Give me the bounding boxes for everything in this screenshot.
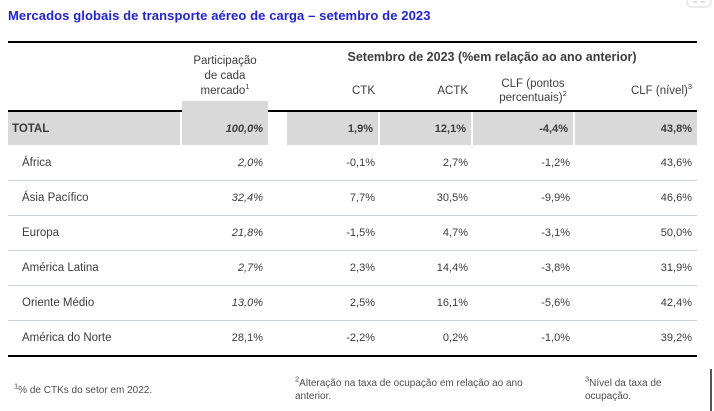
spacer-cell [268,112,287,145]
ctk-value: 7,7% [349,192,375,204]
ctk-value: -0,1% [346,156,375,169]
table-row [8,180,697,215]
column-header-participation: Participação de cada mercado$^1$ [193,55,257,97]
actk-value: 4,7% [442,227,468,239]
table-bottom-border [8,355,697,357]
region-label: TOTAL [8,112,182,145]
spacer-cell [268,216,287,250]
participation-value: 13,0% [231,297,263,309]
participation-value: 28,1% [231,332,263,344]
column-header-ctk: CTK [352,85,375,98]
footnote-marker: 3 [687,82,692,92]
participation-value: 2,0% [237,156,263,169]
pill-glyph [701,1,705,3]
spacer-cell [268,181,287,215]
clf-pp-value: -5,6% [541,297,570,309]
region-label: África [22,156,52,169]
region-label: Europa [22,227,60,239]
clf-level-value: 39,2% [660,332,692,344]
table-body [8,145,697,355]
actk-value: 16,1% [436,297,468,309]
clf-level-value: 46,6% [660,192,692,204]
region-label: América Latina [22,262,99,274]
actk-value: 12,1% [380,112,473,145]
clf-pp-value: -9,9% [541,192,570,204]
ctk-value: -2,2% [346,332,375,344]
footnote-2: $^2$Alteração na taxa de ocupação em relação ao ano anterior. [295,374,523,402]
table-row [8,215,697,250]
participation-value: 21,8% [231,227,263,239]
ctk-value: 2,3% [349,262,375,274]
ctk-value: 1,9% [287,112,380,145]
footnote-marker: 2 [295,374,300,384]
column-header-actk: ACTK [437,85,468,98]
header-underline [8,110,697,112]
column-group-header-period: Setembro de 2023 (%em relação ao ano anterior) [347,50,637,64]
spacer-cell [268,321,287,355]
clf-pp-value: -3,8% [541,262,570,274]
actk-value: 0,2% [442,332,468,344]
clf-pp-value: -1,2% [541,156,570,169]
clf-level-value: 50,0% [660,227,692,239]
table-row [8,320,697,355]
table-row [8,250,697,285]
actk-value: 30,5% [436,192,468,204]
clf-level-value: 43,6% [660,156,692,169]
page-title: Mercados globais de transporte aéreo de carga – setembro de 2023 [8,8,431,23]
participation-value: 32,4% [231,192,263,204]
pill-glyph [693,1,697,3]
table-row-total [8,112,697,145]
clf-pp-value: -4,4% [473,112,575,145]
clf-level-value: 31,9% [660,262,692,274]
table-row [8,285,697,320]
column-header-clf-pp: CLF (pontos percentuais)$^2$ [499,77,567,105]
participation-value: 100,0% [182,112,268,145]
actk-value: 14,4% [436,262,468,274]
footnote-3: $^3$Nível da taxa de ocupação. [585,374,662,402]
ctk-value: 2,5% [349,297,375,309]
footnote-1: $^1$% de CTKs do setor em 2022. [14,381,153,396]
cargo-markets-table [8,41,697,357]
clf-level-value: 42,4% [660,297,692,309]
table-row [8,145,697,180]
footnote-marker: 3 [585,374,590,384]
cropped-toolbar-button[interactable] [686,0,712,8]
column-header-clf-level: CLF (nível)$^3$ [630,82,692,98]
actk-value: 2,7% [442,156,468,169]
participation-value: 2,7% [237,262,263,274]
footnote-marker: 1 [245,82,250,92]
table-header [8,43,697,110]
footnote-marker: 2 [562,89,567,99]
spacer-cell [268,251,287,285]
ctk-value: -1,5% [346,227,375,239]
clf-pp-value: -3,1% [541,227,570,239]
region-label: Ásia Pacífico [22,192,89,204]
spacer-cell [268,286,287,320]
clf-pp-value: -1,0% [541,332,570,344]
region-label: América do Norte [22,332,112,344]
clf-level-value: 43,8% [575,112,697,145]
right-edge-line [710,369,712,411]
spacer-cell [268,145,287,180]
region-label: Oriente Médio [22,297,95,309]
footnote-marker: 1 [14,381,19,391]
